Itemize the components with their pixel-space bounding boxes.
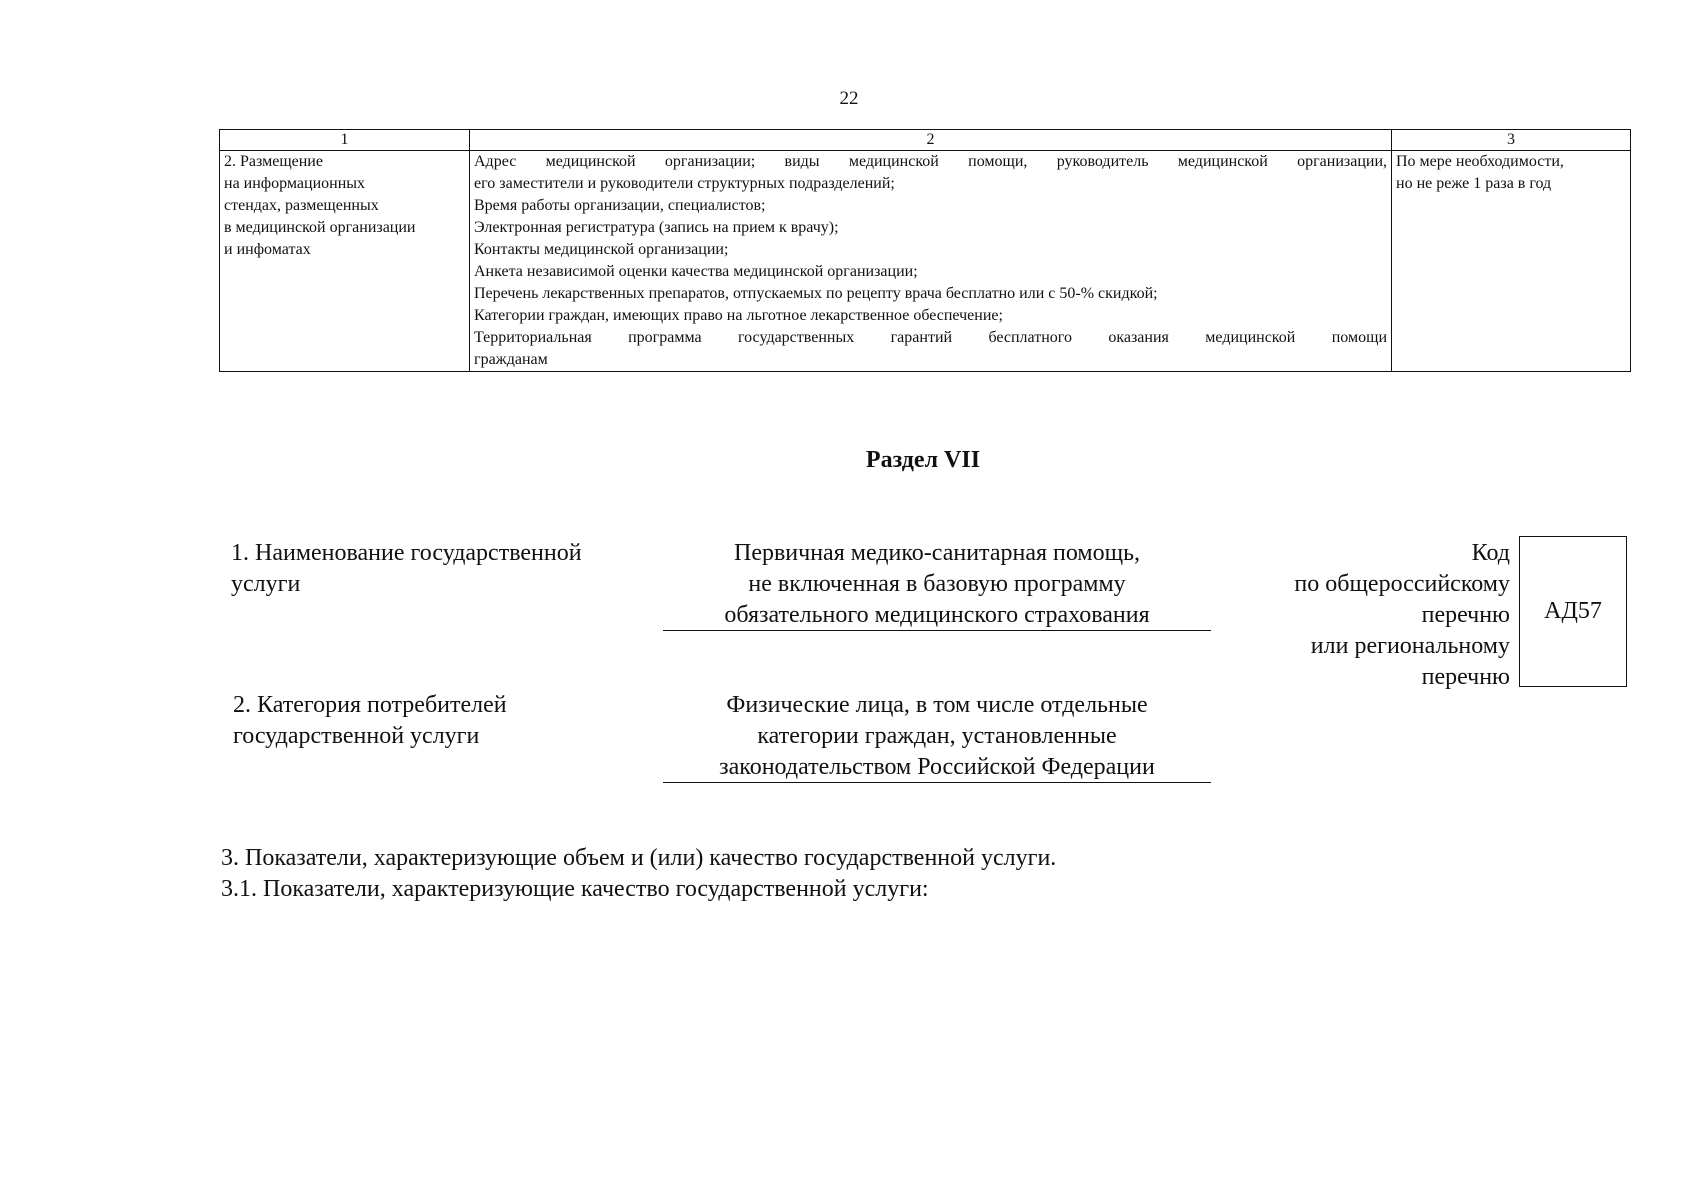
cell-text-line: и инфоматах <box>224 241 311 258</box>
label-line: государственной услуги <box>233 723 480 749</box>
table-row <box>220 151 1631 372</box>
code-label-line: или региональному <box>1310 633 1510 659</box>
service-name-label <box>231 538 631 600</box>
cell-text-line: стендах, размещенных <box>224 197 379 214</box>
value-line: категории граждан, установленные <box>757 723 1117 749</box>
consumer-category-label <box>233 690 633 752</box>
table-header-row <box>220 130 1631 151</box>
service-name-value <box>663 538 1211 631</box>
consumer-category-value <box>663 690 1211 783</box>
table-cell-method <box>220 151 470 372</box>
service-name-underline <box>663 630 1211 631</box>
table-cell-frequency <box>1392 151 1631 372</box>
value-line: Первичная медико-санитарная помощь, <box>733 540 1141 566</box>
cell-text-line: Электронная регистратура (запись на прием к врачу); <box>474 219 839 236</box>
table-cell-content <box>470 151 1392 372</box>
registry-code-value: АД57 <box>1544 598 1602 624</box>
value-line: законодательством Российской Федерации <box>719 754 1155 780</box>
label-line: 1. Наименование государственной <box>231 540 582 566</box>
value-line: обязательного медицинского страхования <box>724 602 1150 628</box>
cell-text-line: его заместители и руководители структурных подразделений; <box>474 175 895 192</box>
cell-text-line: Контакты медицинской организации; <box>474 241 729 258</box>
cell-text-line: Адрес медицинской организации; виды медицинской помощи, руководитель медицинской организации, <box>474 153 1387 170</box>
section-title: Раздел VII <box>865 447 981 473</box>
label-line: 2. Категория потребителей <box>233 692 507 718</box>
cell-text-line: Перечень лекарственных препаратов, отпускаемых по рецепту врача бесплатно или с 50-% скидкой; <box>474 285 1158 302</box>
registry-code-label <box>1210 538 1510 693</box>
code-label-line: перечню <box>1421 602 1510 628</box>
cell-text-line: но не реже 1 раза в год <box>1396 175 1552 192</box>
value-line: не включенная в базовую программу <box>748 571 1126 597</box>
cell-text-line: Территориальная программа государственных гарантий бесплатного оказания медицинской помощи <box>474 329 1387 346</box>
cell-text-line: Время работы организации, специалистов; <box>474 197 766 214</box>
quality-indicators-paragraph: 3.1. Показатели, характеризующие качество государственной услуги: <box>221 876 929 902</box>
code-label-line: перечню <box>1421 664 1510 690</box>
page-number: 22 <box>839 88 859 109</box>
value-line: Физические лица, в том числе отдельные <box>726 692 1148 718</box>
code-label-line: по общероссийскому <box>1294 571 1510 597</box>
cell-text-line: По мере необходимости, <box>1396 153 1564 170</box>
info-placement-table <box>219 129 1631 372</box>
table-header-col-2: 2 <box>470 130 1392 151</box>
table-header-col-3: 3 <box>1392 130 1631 151</box>
indicators-paragraph: 3. Показатели, характеризующие объем и (или) качество государственной услуги. <box>221 845 1057 871</box>
code-label-line: Код <box>1471 540 1510 566</box>
label-line: услуги <box>231 571 301 597</box>
registry-code-box <box>1519 536 1627 687</box>
table-header-col-1: 1 <box>220 130 470 151</box>
cell-text-line: Анкета независимой оценки качества медицинской организации; <box>474 263 918 280</box>
consumer-category-underline <box>663 782 1211 783</box>
cell-text-line: гражданам <box>474 351 548 368</box>
cell-text-line: Категории граждан, имеющих право на льготное лекарственное обеспечение; <box>474 307 1003 324</box>
cell-text-line: на информационных <box>224 175 366 192</box>
cell-text-line: 2. Размещение <box>224 153 323 170</box>
cell-text-line: в медицинской организации <box>224 219 416 236</box>
